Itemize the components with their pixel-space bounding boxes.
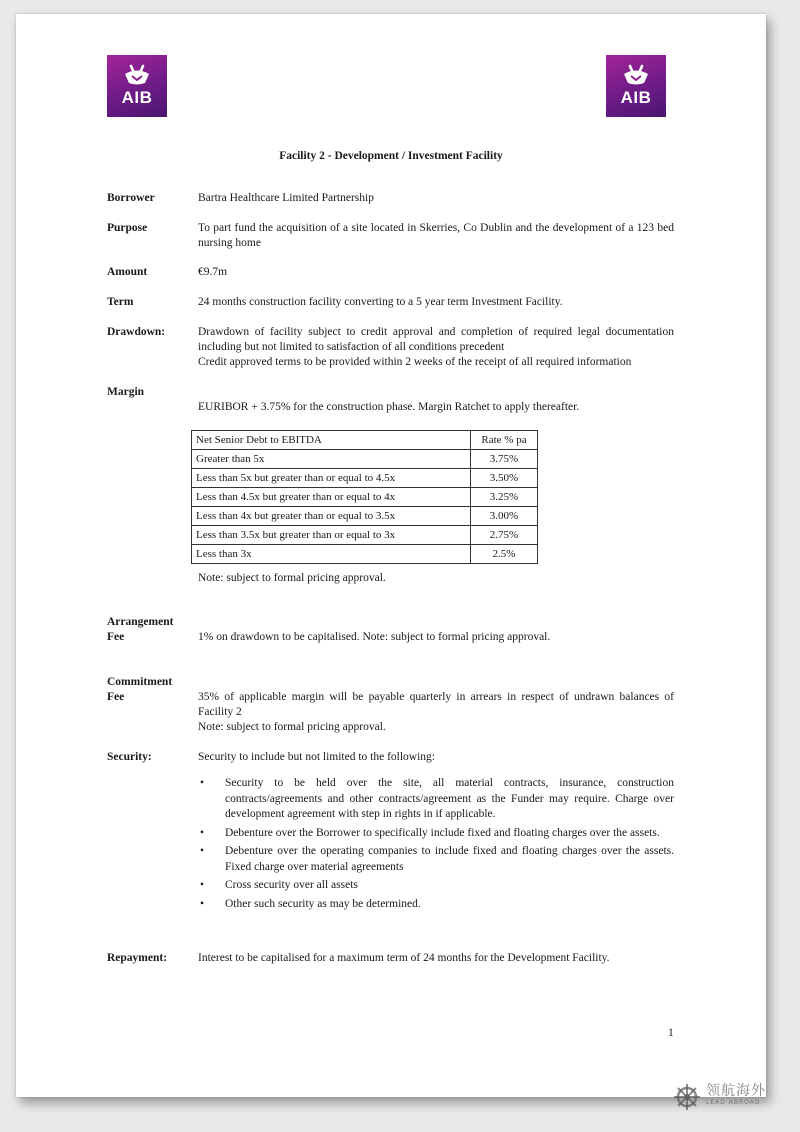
term-value: 24 months construction facility converting to a 5 year term Investment Facility. <box>198 296 563 308</box>
table-cell: 2.75% <box>471 526 538 545</box>
table-cell: Greater than 5x <box>192 450 471 469</box>
logo-text: AIB <box>121 88 153 107</box>
drawdown-label: Drawdown: <box>107 326 166 338</box>
arrangement-fee-label: Arrangement <box>107 616 174 628</box>
arrangement-fee-label-2: Fee <box>107 631 125 643</box>
watermark <box>672 1082 766 1112</box>
table-row <box>192 545 538 564</box>
table-header-cell: Rate % pa <box>471 431 538 450</box>
repayment-value: Interest to be capitalised for a maximum term of 24 months for the Development Facility. <box>198 952 610 964</box>
borrower-value: Bartra Healthcare Limited Partnership <box>198 192 374 204</box>
aib-logo <box>107 55 167 117</box>
purpose-label: Purpose <box>107 222 148 234</box>
security-value: Security to include but not limited to the following: <box>198 751 435 763</box>
list-item: • Cross security over all assets <box>198 878 674 894</box>
document-page <box>16 14 766 1097</box>
table-cell: Less than 5x but greater than or equal to 4.5x <box>192 469 471 488</box>
security-label: Security: <box>107 751 152 763</box>
bullet-icon: • <box>200 777 205 789</box>
bullet-icon: • <box>200 845 205 857</box>
list-item: • Security to be held over the site, all material contracts, insurance, construction contracts/agreements and other contracts/agreement as the Funder may require. Charge over development agreement with step in rights in if applicable. <box>198 776 674 823</box>
drawdown-value-2: Credit approved terms to be provided within 2 weeks of the receipt of all required information <box>198 356 632 368</box>
watermark-text: 领航海外 <box>706 1083 766 1099</box>
table-cell: 3.50% <box>471 469 538 488</box>
list-item: • Other such security as may be determined. <box>198 897 674 913</box>
arrangement-fee-value: 1% on drawdown to be capitalised. Note: subject to formal pricing approval. <box>198 631 551 643</box>
table-row <box>192 469 538 488</box>
page-number: 1 <box>668 1027 674 1039</box>
purpose-value: To part fund the acquisition of a site located in Skerries, Co Dublin and the development of a 123 bed nursing home <box>198 222 674 249</box>
table-cell: Less than 3x <box>192 545 471 564</box>
document-title: Facility 2 - Development / Investment Facility <box>279 150 503 162</box>
borrower-label: Borrower <box>107 192 155 204</box>
bullet-icon: • <box>200 897 205 910</box>
margin-ratchet-table <box>191 430 538 564</box>
amount-label: Amount <box>107 266 148 278</box>
ship-wheel-icon <box>672 1082 702 1112</box>
table-cell: Less than 4.5x but greater than or equal to 4x <box>192 488 471 507</box>
watermark-subtext: LEAD ABROAD <box>706 1099 761 1106</box>
commitment-fee-value: 35% of applicable margin will be payable quarterly in arrears in respect of undrawn balances of Facility 2 <box>198 691 674 718</box>
table-cell: 3.00% <box>471 507 538 526</box>
bullet-icon: • <box>200 879 205 891</box>
table-cell: 3.75% <box>471 450 538 469</box>
logo-text: AIB <box>620 88 652 107</box>
list-item: • Debenture over the Borrower to specifically include fixed and floating charges over the assets. <box>198 826 674 842</box>
table-row <box>192 488 538 507</box>
table-cell: Less than 4x but greater than or equal to 3.5x <box>192 507 471 526</box>
commitment-fee-label-2: Fee <box>107 691 125 703</box>
table-row <box>192 526 538 545</box>
table-header-row <box>192 431 538 450</box>
table-cell: Less than 3.5x but greater than or equal to 3x <box>192 526 471 545</box>
term-label: Term <box>107 296 134 308</box>
aib-ark-icon <box>122 64 152 86</box>
table-cell: 2.5% <box>471 545 538 564</box>
table-row <box>192 450 538 469</box>
table-cell: 3.25% <box>471 488 538 507</box>
security-list <box>198 776 674 915</box>
table-header-cell: Net Senior Debt to EBITDA <box>192 431 471 450</box>
commitment-fee-note: Note: subject to formal pricing approval. <box>198 721 386 733</box>
margin-label: Margin <box>107 386 145 398</box>
repayment-label: Repayment: <box>107 952 168 964</box>
list-item: • Debenture over the operating companies to include fixed and floating charges over the assets. Fixed charge over material agreements <box>198 844 674 875</box>
drawdown-value: Drawdown of facility subject to credit approval and completion of required legal documentation including but not limited to satisfaction of all conditions precedent <box>198 326 674 353</box>
commitment-fee-label: Commitment <box>107 676 173 688</box>
bullet-icon: • <box>200 826 205 839</box>
table-row <box>192 507 538 526</box>
aib-logo <box>606 55 666 117</box>
margin-value: EURIBOR + 3.75% for the construction phase. Margin Ratchet to apply thereafter. <box>198 401 580 413</box>
pricing-note: Note: subject to formal pricing approval. <box>198 572 386 584</box>
amount-value: €9.7m <box>198 266 228 278</box>
aib-ark-icon <box>621 64 651 86</box>
